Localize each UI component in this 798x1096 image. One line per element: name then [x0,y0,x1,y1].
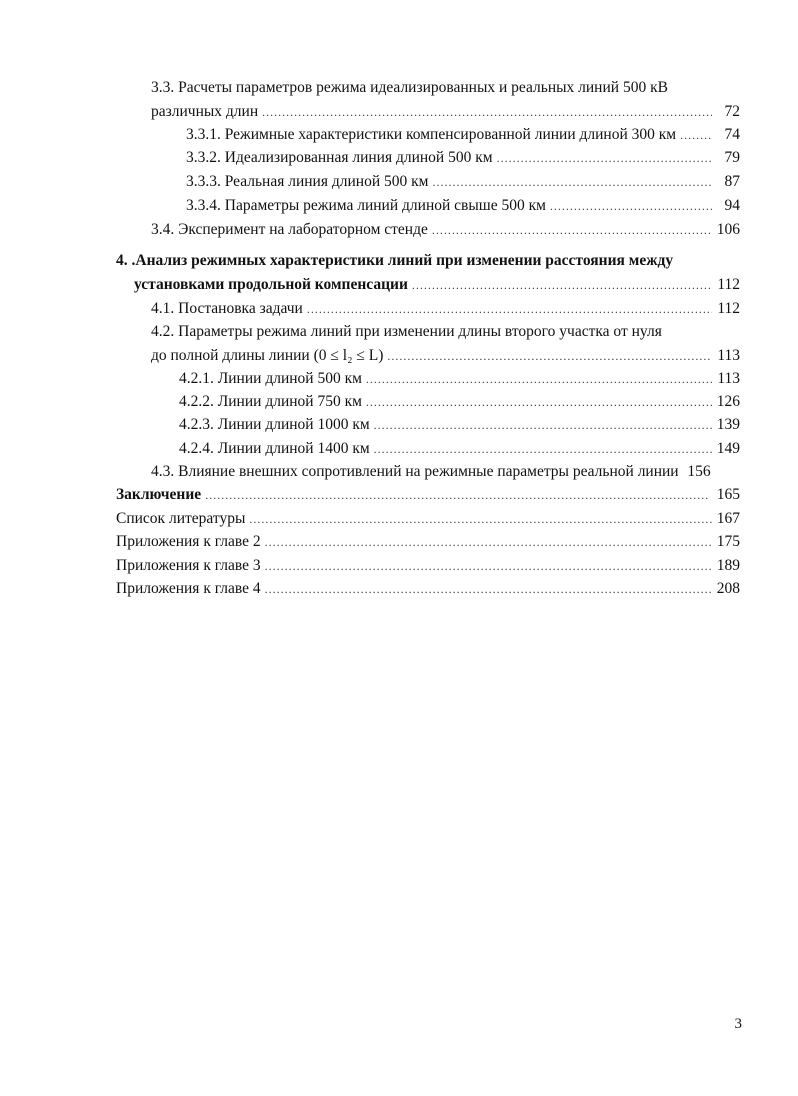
toc-entry-title: 4.2.4. Линии длиной 1400 км [179,440,370,457]
toc-entry-appendix-2 [116,531,740,553]
toc-entry-3-3 [151,101,740,123]
toc-entry-appendix-3 [116,555,740,577]
dot-leader [680,124,712,146]
toc-entry-title: 4.3. Влияние внешних сопротивлений на режимные параметры реальной линии [151,463,679,480]
toc-entry-4-2 [151,345,740,367]
toc-page-number: 156 [687,463,711,480]
dot-leader [374,414,712,436]
dot-leader [249,508,712,530]
dot-leader [374,438,712,460]
toc-entry-4-1 [151,298,740,320]
toc-entry-3-3-3 [186,171,740,193]
dot-leader [412,274,712,296]
toc-entry-title: установками продольной компенсации [134,276,408,293]
toc-entry-4-2-1 [179,368,740,390]
toc-page-number: 149 [716,440,740,457]
toc-page-number: 94 [724,197,740,214]
dot-leader [366,391,712,413]
toc-entry-4-2-line1: 4.2. Параметры режима линий при изменении длины второго участка от нуля [151,323,662,340]
toc-entry-title: 3.3.1. Режимные характеристики компенсированной линии длиной 300 км [186,126,677,143]
toc-page-number: 175 [716,533,740,550]
toc-page-number: 106 [716,221,740,238]
toc-page-number: 79 [724,149,740,166]
toc-page-number: 126 [716,393,740,410]
toc-page-number: 87 [724,173,740,190]
toc-entry-3-3-1 [186,124,740,146]
toc-page-number: 189 [716,557,740,574]
toc-page-number: 113 [717,347,740,364]
toc-page-number: 165 [716,486,740,503]
dot-leader [205,484,712,506]
toc-entry-4-2-2 [179,391,740,413]
dot-leader [432,171,712,193]
toc-entry-4-3 [151,461,740,483]
toc-entry-appendix-4 [116,578,740,600]
toc-page-number: 113 [717,370,740,387]
toc-page-number: 112 [717,300,740,317]
toc-entry-3-3-4 [186,195,740,217]
toc-entry-3-3-line1: 3.3. Расчеты параметров режима идеализированных и реальных линий 500 кВ [151,79,668,96]
toc-entry-references [116,508,740,530]
toc-entry-title: Приложения к главе 2 [116,533,261,550]
dot-leader [366,368,712,390]
toc-page-number: 74 [724,126,740,143]
toc-page-number: 72 [724,103,740,120]
toc-entry-title: Список литературы [116,510,246,527]
toc-entry-title: Приложения к главе 4 [116,580,261,597]
dot-leader [307,298,712,320]
toc-entry-3-3-2 [186,147,740,169]
dot-leader [265,531,712,553]
toc-entry-title: 4.1. Постановка задачи [151,300,303,317]
toc-entry-title: 4.2.2. Линии длиной 750 км [179,393,362,410]
toc-page-number: 139 [716,416,740,433]
dot-leader [432,219,712,241]
toc-entry-title: 3.3.4. Параметры режима линий длиной свыше 500 км [186,197,546,214]
toc-entry-4-2-4 [179,438,740,460]
toc-page-number: 208 [716,580,740,597]
toc-entry-title: различных длин [151,103,259,120]
toc-entry-title: Приложения к главе 3 [116,557,261,574]
toc-entry-title: 4.2.1. Линии длиной 500 км [179,370,362,387]
toc-page-number: 167 [716,510,740,527]
toc-entry-title: до полной длины линии (0 ≤ l₂ ≤ L) [151,347,384,364]
dot-leader [265,555,712,577]
toc-entry-title: 3.3.2. Идеализированная линия длиной 500 км [186,149,493,166]
dot-leader [550,195,712,217]
dot-leader [387,345,712,367]
dot-leader [497,147,712,169]
toc-entry-title: 3.4. Эксперимент на лабораторном стенде [151,221,428,238]
toc-chapter-4 [134,274,740,296]
page-number: 3 [734,1016,742,1032]
dot-leader [262,101,712,123]
dot-leader [265,578,712,600]
toc-entry-title: Заключение [116,486,202,503]
toc-entry-title: 3.3.3. Реальная линия длиной 500 км [186,173,429,190]
toc-entry-title: 4.2.3. Линии длиной 1000 км [179,416,370,433]
toc-chapter-4-line1: 4. .Анализ режимных характеристики линий при изменении расстояния между [116,252,674,269]
toc-entry-3-4 [151,219,740,241]
toc-page-number: 112 [717,276,740,293]
toc-entry-4-2-3 [179,414,740,436]
toc-entry-conclusion [116,484,740,506]
